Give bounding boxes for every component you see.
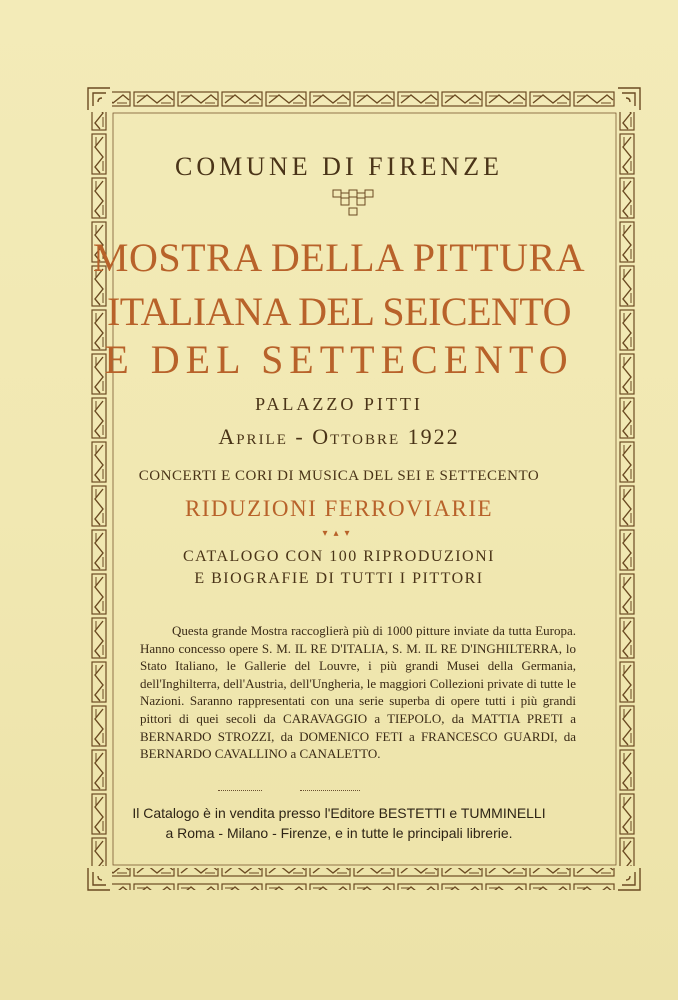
emblem-icon bbox=[331, 188, 375, 220]
municipality-heading: COMUNE DI FIRENZE bbox=[175, 152, 503, 181]
location-text: PALAZZO PITTI bbox=[255, 394, 423, 414]
divider bbox=[300, 790, 360, 791]
divider bbox=[218, 790, 262, 791]
catalog-line-1: CATALOGO CON 100 RIPRODUZIONI bbox=[183, 548, 495, 565]
title-line-1: MOSTRA DELLA PITTURA bbox=[92, 235, 586, 280]
catalog-line-2: E BIOGRAFIE DI TUTTI I PITTORI bbox=[194, 570, 484, 587]
title-line-3: E DEL SETTECENTO bbox=[104, 337, 574, 382]
publisher-line-2: a Roma - Milano - Firenze, e in tutte le principali librerie. bbox=[165, 825, 513, 841]
title-line-2: ITALIANA DEL SEICENTO bbox=[106, 289, 571, 334]
concerts-text: CONCERTI E CORI DI MUSICA DEL SEI E SETTECENTO bbox=[138, 468, 540, 484]
dates-text: Aprile - Ottobre 1922 bbox=[218, 424, 460, 449]
description-paragraph: Questa grande Mostra raccoglierà più di 1000 pitture inviate da tutta Europa. Hanno concesso opere S. M. IL RE D'ITALIA, S. M. IL RE D'INGHILTERRA, lo Stato Italiano, le Gallerie del Louvre, i più grandi Musei della Germania, dell'Inghilterra, dell'Austria, dell'Ungheria, le maggiori Collezioni private di tutte le Nazioni. Saranno rappresentati con una serie superba di opere tutti i più grandi pittori di quei secoli da CARAVAGGIO a TIEPOLO, da MATTIA PRETI a BERNARDO STROZZI, da DOMENICO FETI a FRANCESCO GUARDI, da BERNARDO CAVALLINO a CANALETTO. bbox=[140, 623, 576, 762]
publisher-line-1: Il Catalogo è in vendita presso l'Editore BESTETTI e TUMMINELLI bbox=[132, 805, 546, 821]
ornament-icon: ▾▴▾ bbox=[322, 528, 356, 539]
railway-discounts-text: RIDUZIONI FERROVIARIE bbox=[184, 496, 494, 521]
